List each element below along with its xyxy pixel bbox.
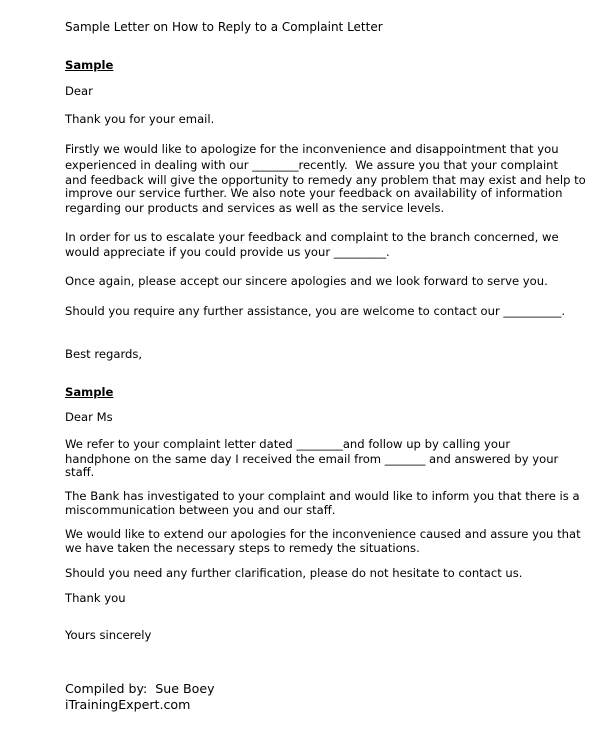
sample-1-p2-line: In order for us to escalate your feedback and complaint to the branch concerned, we	[65, 230, 559, 244]
sample-1-p1-line: Firstly we would like to apologize for the inconvenience and disappointment that you	[65, 142, 559, 156]
footer-compiled-by: Compiled by: Sue Boey	[65, 681, 215, 696]
sample-2-signoff: Yours sincerely	[65, 628, 152, 642]
sample-1-p1-line: regarding our products and services as well as the service levels.	[65, 201, 445, 215]
sample-2-p1-line: handphone on the same day I received the email from _______ and answered by your	[65, 452, 559, 466]
sample-2-p3-line: we have taken the necessary steps to remedy the situations.	[65, 541, 420, 555]
sample-2-p1-line: We refer to your complaint letter dated ________and follow up by calling your	[65, 437, 511, 451]
sample-1-thanks: Thank you for your email.	[65, 112, 215, 126]
sample-1-closing: Best regards,	[65, 347, 143, 361]
sample-1-p4: Should you require any further assistance, you are welcome to contact our __________.	[65, 304, 566, 318]
sample-1-p2-line: would appreciate if you could provide us your _________.	[65, 245, 390, 259]
sample-2-thanks: Thank you	[65, 591, 126, 605]
sample-2-heading: Sample	[65, 385, 114, 399]
sample-2-p4: Should you need any further clarification, please do not hesitate to contact us.	[65, 566, 523, 580]
sample-1-heading: Sample	[65, 58, 114, 72]
sample-1-p1-line: and feedback will give the opportunity to remedy any problem that may exist and help to	[65, 173, 586, 187]
sample-2-greeting: Dear Ms	[65, 410, 113, 424]
sample-1-p1-line: improve our service further. We also note your feedback on availability of information	[65, 186, 563, 200]
sample-1-p1-line: experienced in dealing with our ________recently. We assure you that your complaint	[65, 158, 559, 172]
sample-1-greeting: Dear	[65, 84, 93, 98]
sample-2-p3-line: We would like to extend our apologies for the inconvenience caused and assure you that	[65, 527, 581, 541]
sample-1-p3: Once again, please accept our sincere apologies and we look forward to serve you.	[65, 274, 548, 288]
footer-site: iTrainingExpert.com	[65, 697, 191, 712]
sample-2-p1-line: staff.	[65, 465, 95, 479]
sample-2-p2-line: miscommunication between you and our staff.	[65, 503, 336, 517]
document-title: Sample Letter on How to Reply to a Complaint Letter	[65, 20, 383, 34]
sample-2-p2-line: The Bank has investigated to your complaint and would like to inform you that there is a	[65, 489, 580, 503]
